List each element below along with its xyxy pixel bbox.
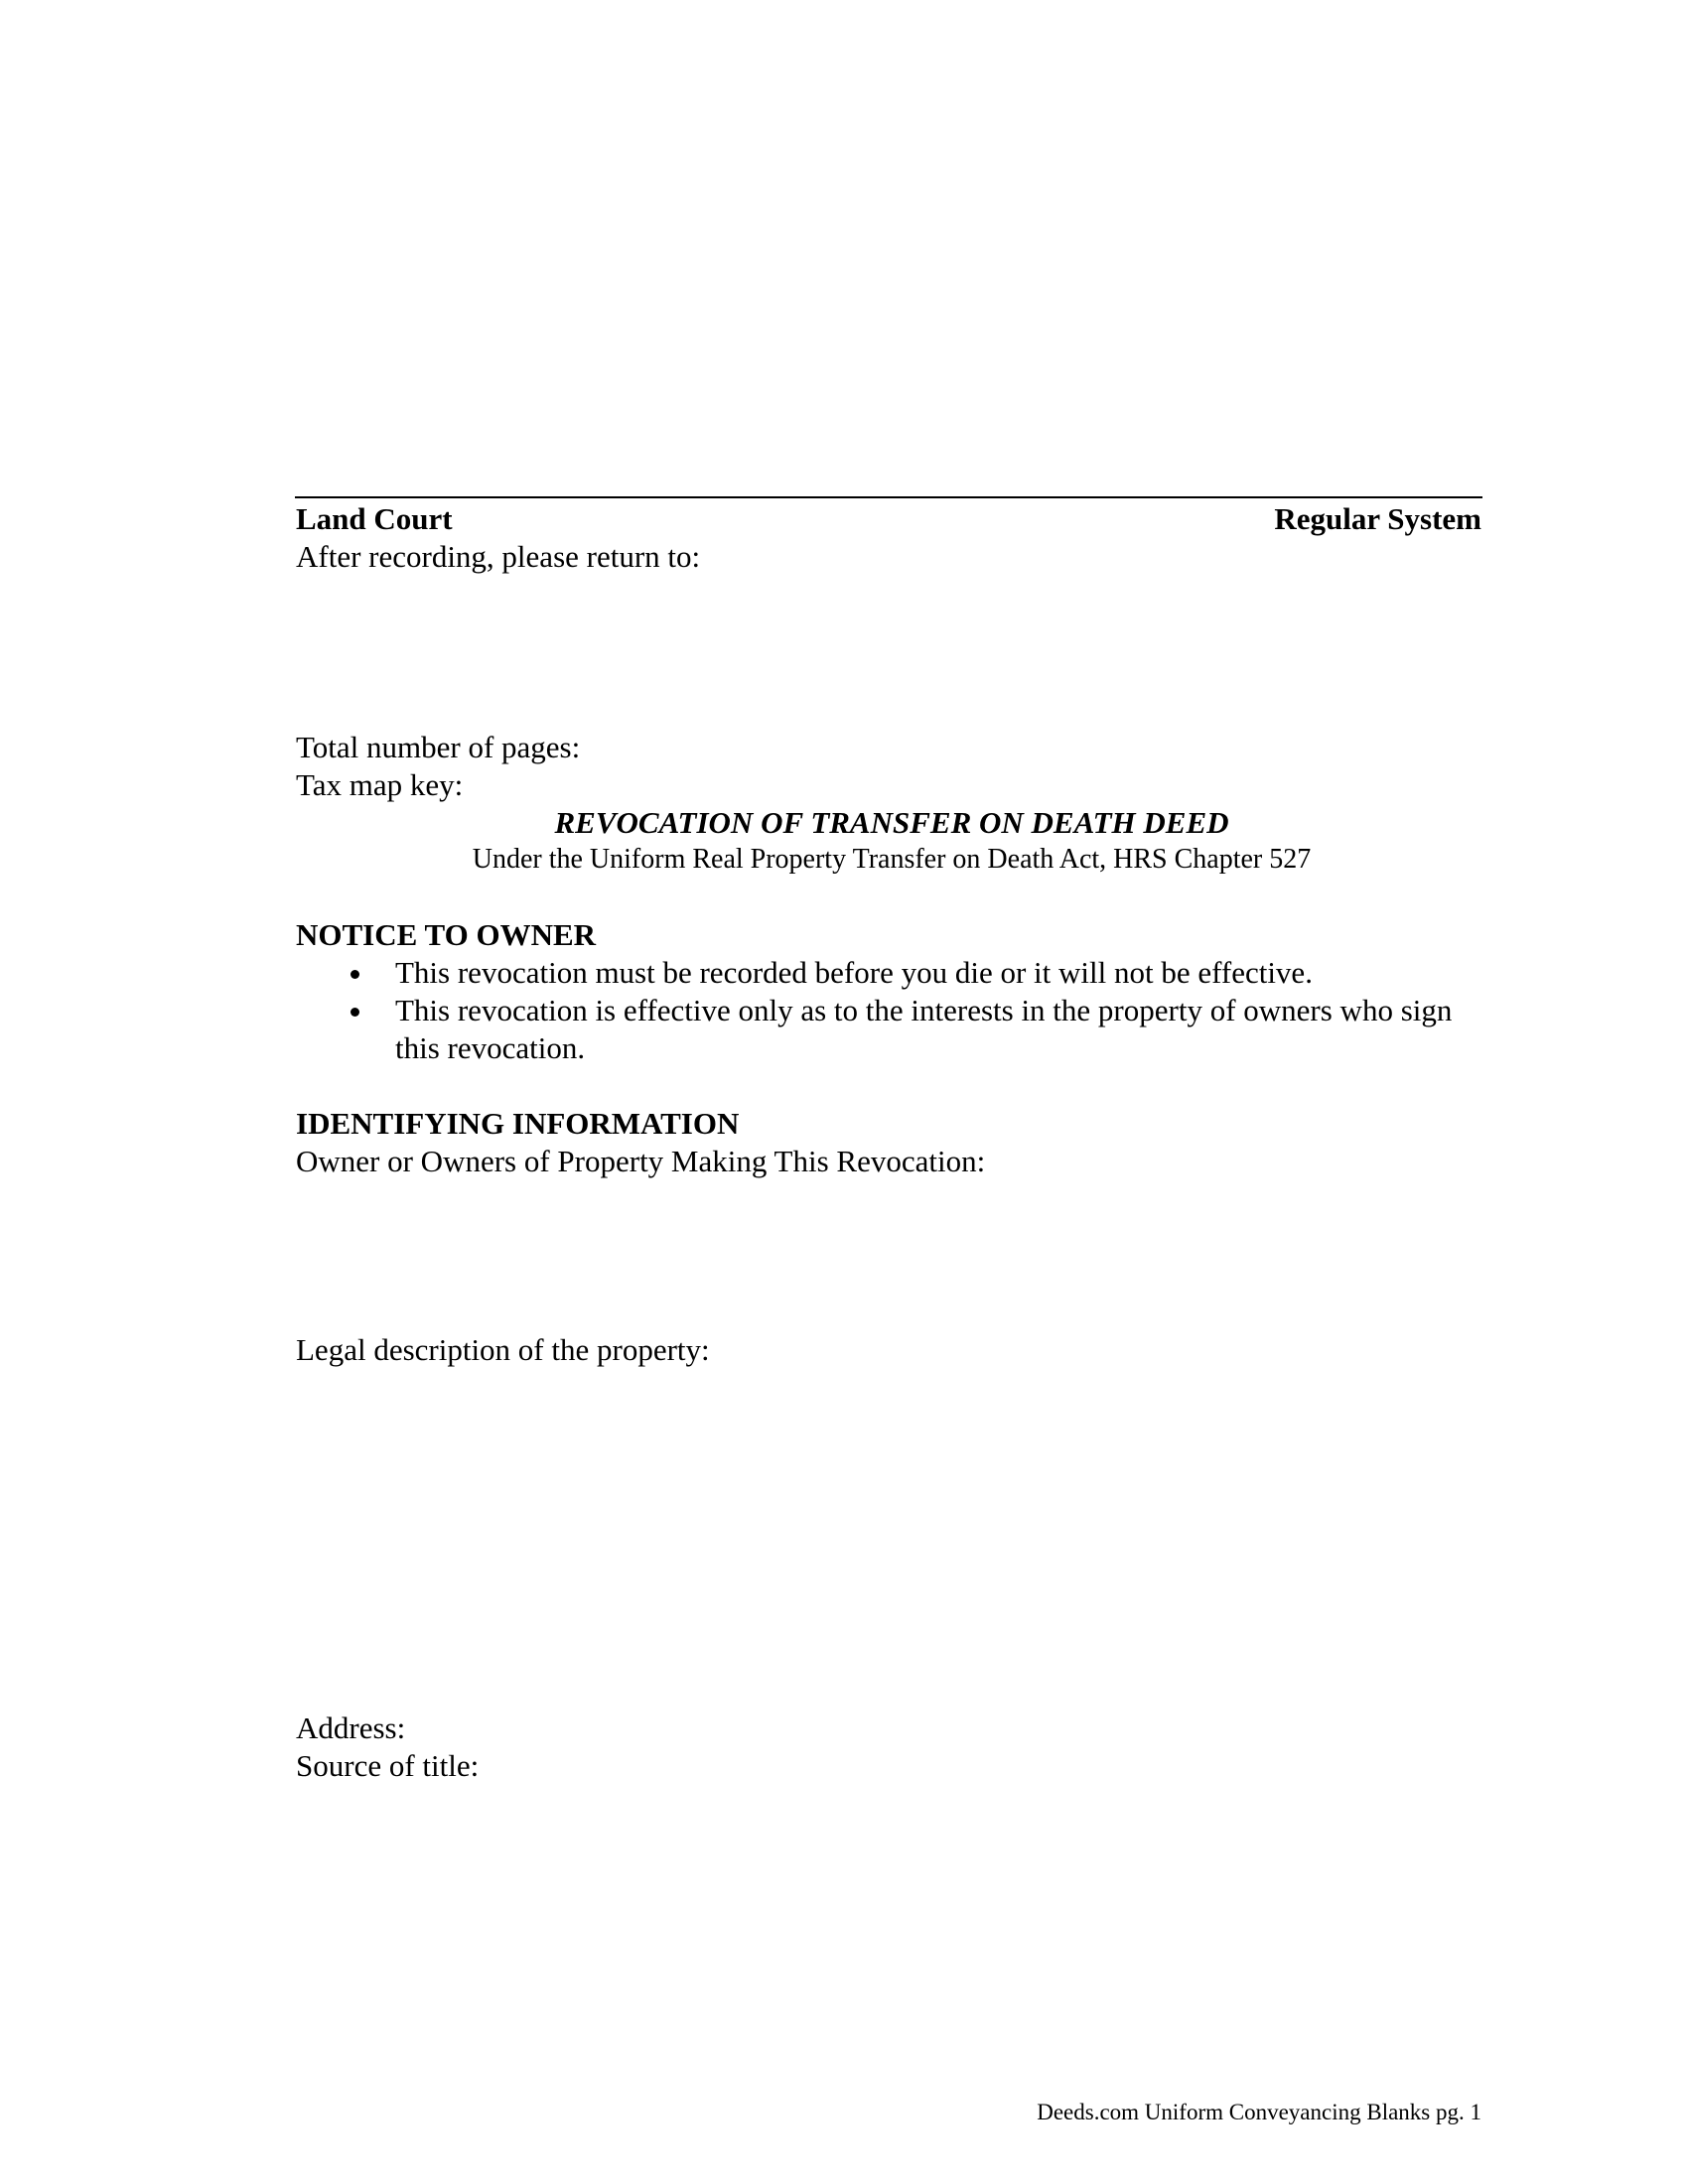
- total-pages-label: Total number of pages:: [296, 730, 581, 764]
- notice-item-text: This revocation is effective only as to the interests in the property of owners who sign this revocation.: [395, 993, 1453, 1065]
- bullet-icon: [351, 1008, 359, 1017]
- notice-list: [296, 954, 1487, 1067]
- page-footer: Deeds.com Uniform Conveyancing Blanks pg. 1: [1037, 2100, 1481, 2124]
- document-title: REVOCATION OF TRANSFER ON DEATH DEED: [554, 805, 1229, 840]
- owners-label: Owner or Owners of Property Making This Revocation:: [296, 1144, 986, 1178]
- bullet-icon: [351, 970, 359, 979]
- land-court-label: Land Court: [296, 501, 453, 536]
- notice-item-text: This revocation must be recorded before you die or it will not be effective.: [395, 955, 1313, 990]
- tax-map-key-label: Tax map key:: [296, 767, 464, 802]
- document-subtitle: Under the Uniform Real Property Transfer on Death Act, HRS Chapter 527: [472, 844, 1312, 875]
- return-to-label: After recording, please return to:: [296, 539, 701, 574]
- list-item: [296, 954, 1487, 992]
- legal-description-label: Legal description of the property:: [296, 1332, 710, 1367]
- address-label: Address:: [296, 1710, 406, 1745]
- source-of-title-label: Source of title:: [296, 1748, 480, 1783]
- identifying-heading: IDENTIFYING INFORMATION: [296, 1106, 740, 1141]
- notice-heading: NOTICE TO OWNER: [296, 917, 597, 952]
- list-item: [296, 992, 1487, 1067]
- header-rule: [295, 496, 1482, 498]
- regular-system-label: Regular System: [1274, 501, 1481, 536]
